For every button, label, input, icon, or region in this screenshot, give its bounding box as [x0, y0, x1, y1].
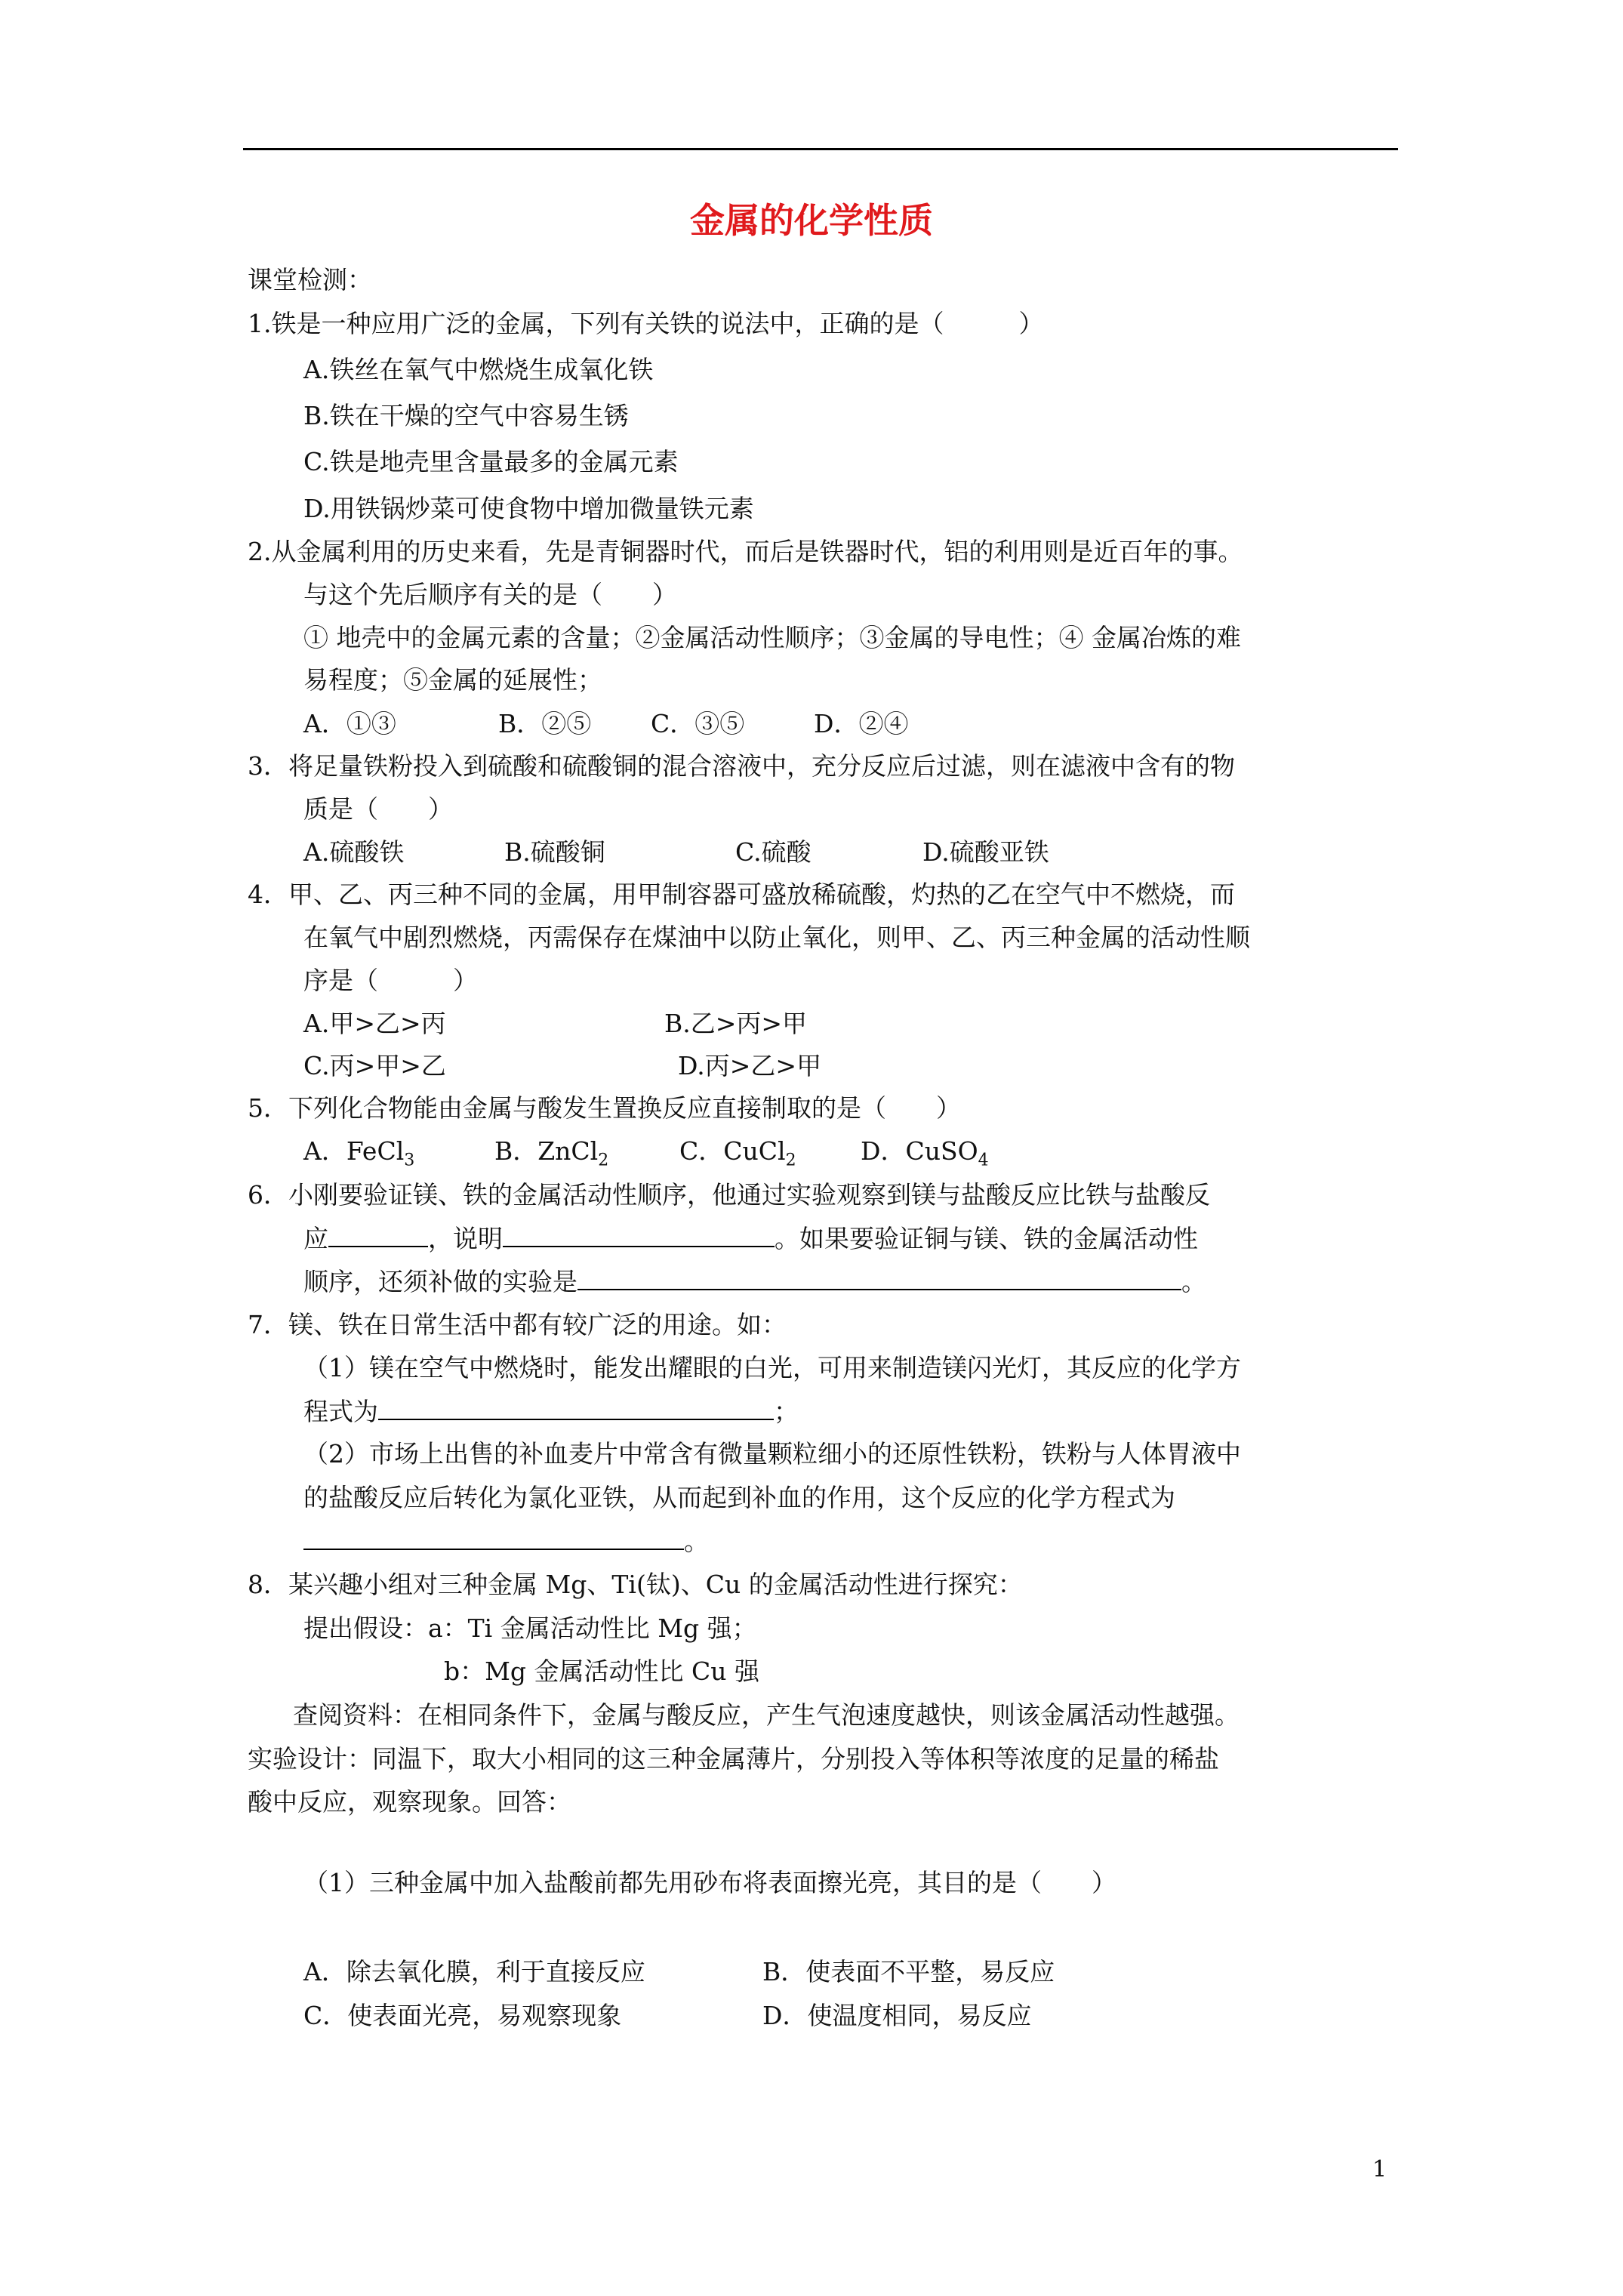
q4-option-b: B.乙>丙>甲	[664, 1009, 808, 1038]
q7-part1-line2: 程式为 ；	[303, 1393, 799, 1430]
q8-design-line2: 酸中反应，观察现象。回答：	[248, 1787, 571, 1817]
q4-stem-line1: 4．甲、乙、丙三种不同的金属，用甲制容器可盛放稀硫酸，灼热的乙在空气中不燃烧，而	[248, 880, 1235, 909]
answer-blank	[303, 1523, 684, 1550]
q7-part1-line1: （1）镁在空气中燃烧时，能发出耀眼的白光，可用来制造镁闪光灯，其反应的化学方	[303, 1353, 1241, 1382]
q8-reference: 查阅资料：在相同条件下，金属与酸反应，产生气泡速度越快，则该金属活动性越强。	[293, 1700, 1240, 1730]
q5-option-b: B．ZnCl$_2$	[494, 1136, 609, 1170]
q8-option-b: B．使表面不平整，易反应	[762, 1957, 1055, 1986]
q4-option-d: D.丙>乙>甲	[678, 1051, 822, 1080]
q4-stem-line3: 序是（ ）	[303, 966, 478, 995]
section-label: 课堂检测：	[248, 265, 372, 294]
q1-stem: 1.铁是一种应用广泛的金属，下列有关铁的说法中，正确的是（ ）	[248, 309, 1044, 338]
q5-option-d: D．CuSO$_4$	[861, 1136, 989, 1170]
q1-option-d: D.用铁锅炒菜可使食物中增加微量铁元素	[303, 494, 754, 523]
q8-option-c: C．使表面光亮，易观察现象	[303, 2001, 622, 2030]
q3-stem-line2: 质是（ ）	[303, 794, 453, 824]
q8-design-line1: 实验设计：同温下，取大小相同的这三种金属薄片，分别投入等体积等浓度的足量的稀盐	[248, 1744, 1219, 1774]
answer-blank	[503, 1220, 775, 1247]
q2-option-a: A．①③	[303, 709, 396, 738]
q5-option-c: C．CuCl$_2$	[679, 1136, 796, 1170]
q2-option-b: B．②⑤	[498, 709, 592, 738]
q3-option-c: C.硫酸	[735, 837, 812, 867]
q7-stem: 7．镁、铁在日常生活中都有较广泛的用途。如：	[248, 1310, 787, 1339]
q2-option-c: C．③⑤	[651, 709, 745, 738]
q8-option-d: D．使温度相同，易反应	[762, 2001, 1032, 2030]
q7-part2-line3: 。	[303, 1523, 709, 1560]
q8-stem: 8．某兴趣小组对三种金属 Mg、Ti(钛)、Cu 的金属活动性进行探究：	[248, 1570, 1023, 1599]
q8-hypothesis-a: 提出假设：a：Ti 金属活动性比 Mg 强；	[303, 1613, 757, 1643]
q4-option-c: C.丙>甲>乙	[303, 1051, 446, 1080]
answer-blank	[577, 1263, 1181, 1290]
q6-line2: 应 ，说明 。如果要验证铜与镁、铁的金属活动性	[303, 1220, 1198, 1257]
q8-option-a: A．除去氧化膜，利于直接反应	[303, 1957, 645, 1986]
q5-stem: 5．下列化合物能由金属与酸发生置换反应直接制取的是（ ）	[248, 1093, 961, 1123]
answer-blank	[328, 1220, 428, 1247]
answer-blank	[378, 1393, 774, 1420]
page-number: 1	[1372, 2156, 1387, 2183]
q3-stem-line1: 3．将足量铁粉投入到硫酸和硫酸铜的混合溶液中，充分反应后过滤，则在滤液中含有的物	[248, 751, 1235, 781]
q2-stem-line1: 2.从金属利用的历史来看，先是青铜器时代，而后是铁器时代，铝的利用则是近百年的事。	[248, 537, 1243, 566]
q8-hypothesis-b: b：Mg 金属活动性比 Cu 强	[444, 1657, 760, 1686]
q2-option-d: D．②④	[814, 709, 909, 738]
page-title: 金属的化学性质	[690, 200, 933, 241]
q2-stem-line2: 与这个先后顺序有关的是（ ）	[303, 580, 677, 609]
q1-option-b: B.铁在干燥的空气中容易生锈	[303, 401, 629, 430]
q1-option-c: C.铁是地壳里含量最多的金属元素	[303, 447, 679, 476]
q3-option-d: D.硫酸亚铁	[922, 837, 1049, 867]
q4-stem-line2: 在氧气中剧烈燃烧，丙需保存在煤油中以防止氧化，则甲、乙、丙三种金属的活动性顺	[303, 923, 1250, 952]
q2-stem-line3: ① 地壳中的金属元素的含量；②金属活动性顺序；③金属的导电性；④ 金属冶炼的难	[303, 623, 1241, 652]
q1-option-a: A.铁丝在氧气中燃烧生成氧化铁	[303, 355, 654, 384]
q6-line1: 6．小刚要验证镁、铁的金属活动性顺序，他通过实验观察到镁与盐酸反应比铁与盐酸反	[248, 1180, 1210, 1210]
q3-option-b: B.硫酸铜	[504, 837, 605, 867]
q7-part2-line1: （2）市场上出售的补血麦片中常含有微量颗粒细小的还原性铁粉，铁粉与人体胃液中	[303, 1439, 1241, 1469]
q5-option-a: A．FeCl$_3$	[303, 1136, 415, 1170]
q7-part2-line2: 的盐酸反应后转化为氯化亚铁，从而起到补血的作用，这个反应的化学方程式为	[303, 1483, 1175, 1512]
q8-sub1-stem: （1）三种金属中加入盐酸前都先用砂布将表面擦光亮，其目的是（ ）	[303, 1868, 1116, 1897]
q6-line3: 顺序，还须补做的实验是 。	[303, 1263, 1206, 1300]
q3-option-a: A.硫酸铁	[303, 837, 405, 867]
q4-option-a: A.甲>乙>丙	[303, 1009, 446, 1038]
q2-stem-line4: 易程度；⑤金属的延展性；	[303, 665, 602, 695]
header-rule	[243, 148, 1398, 150]
